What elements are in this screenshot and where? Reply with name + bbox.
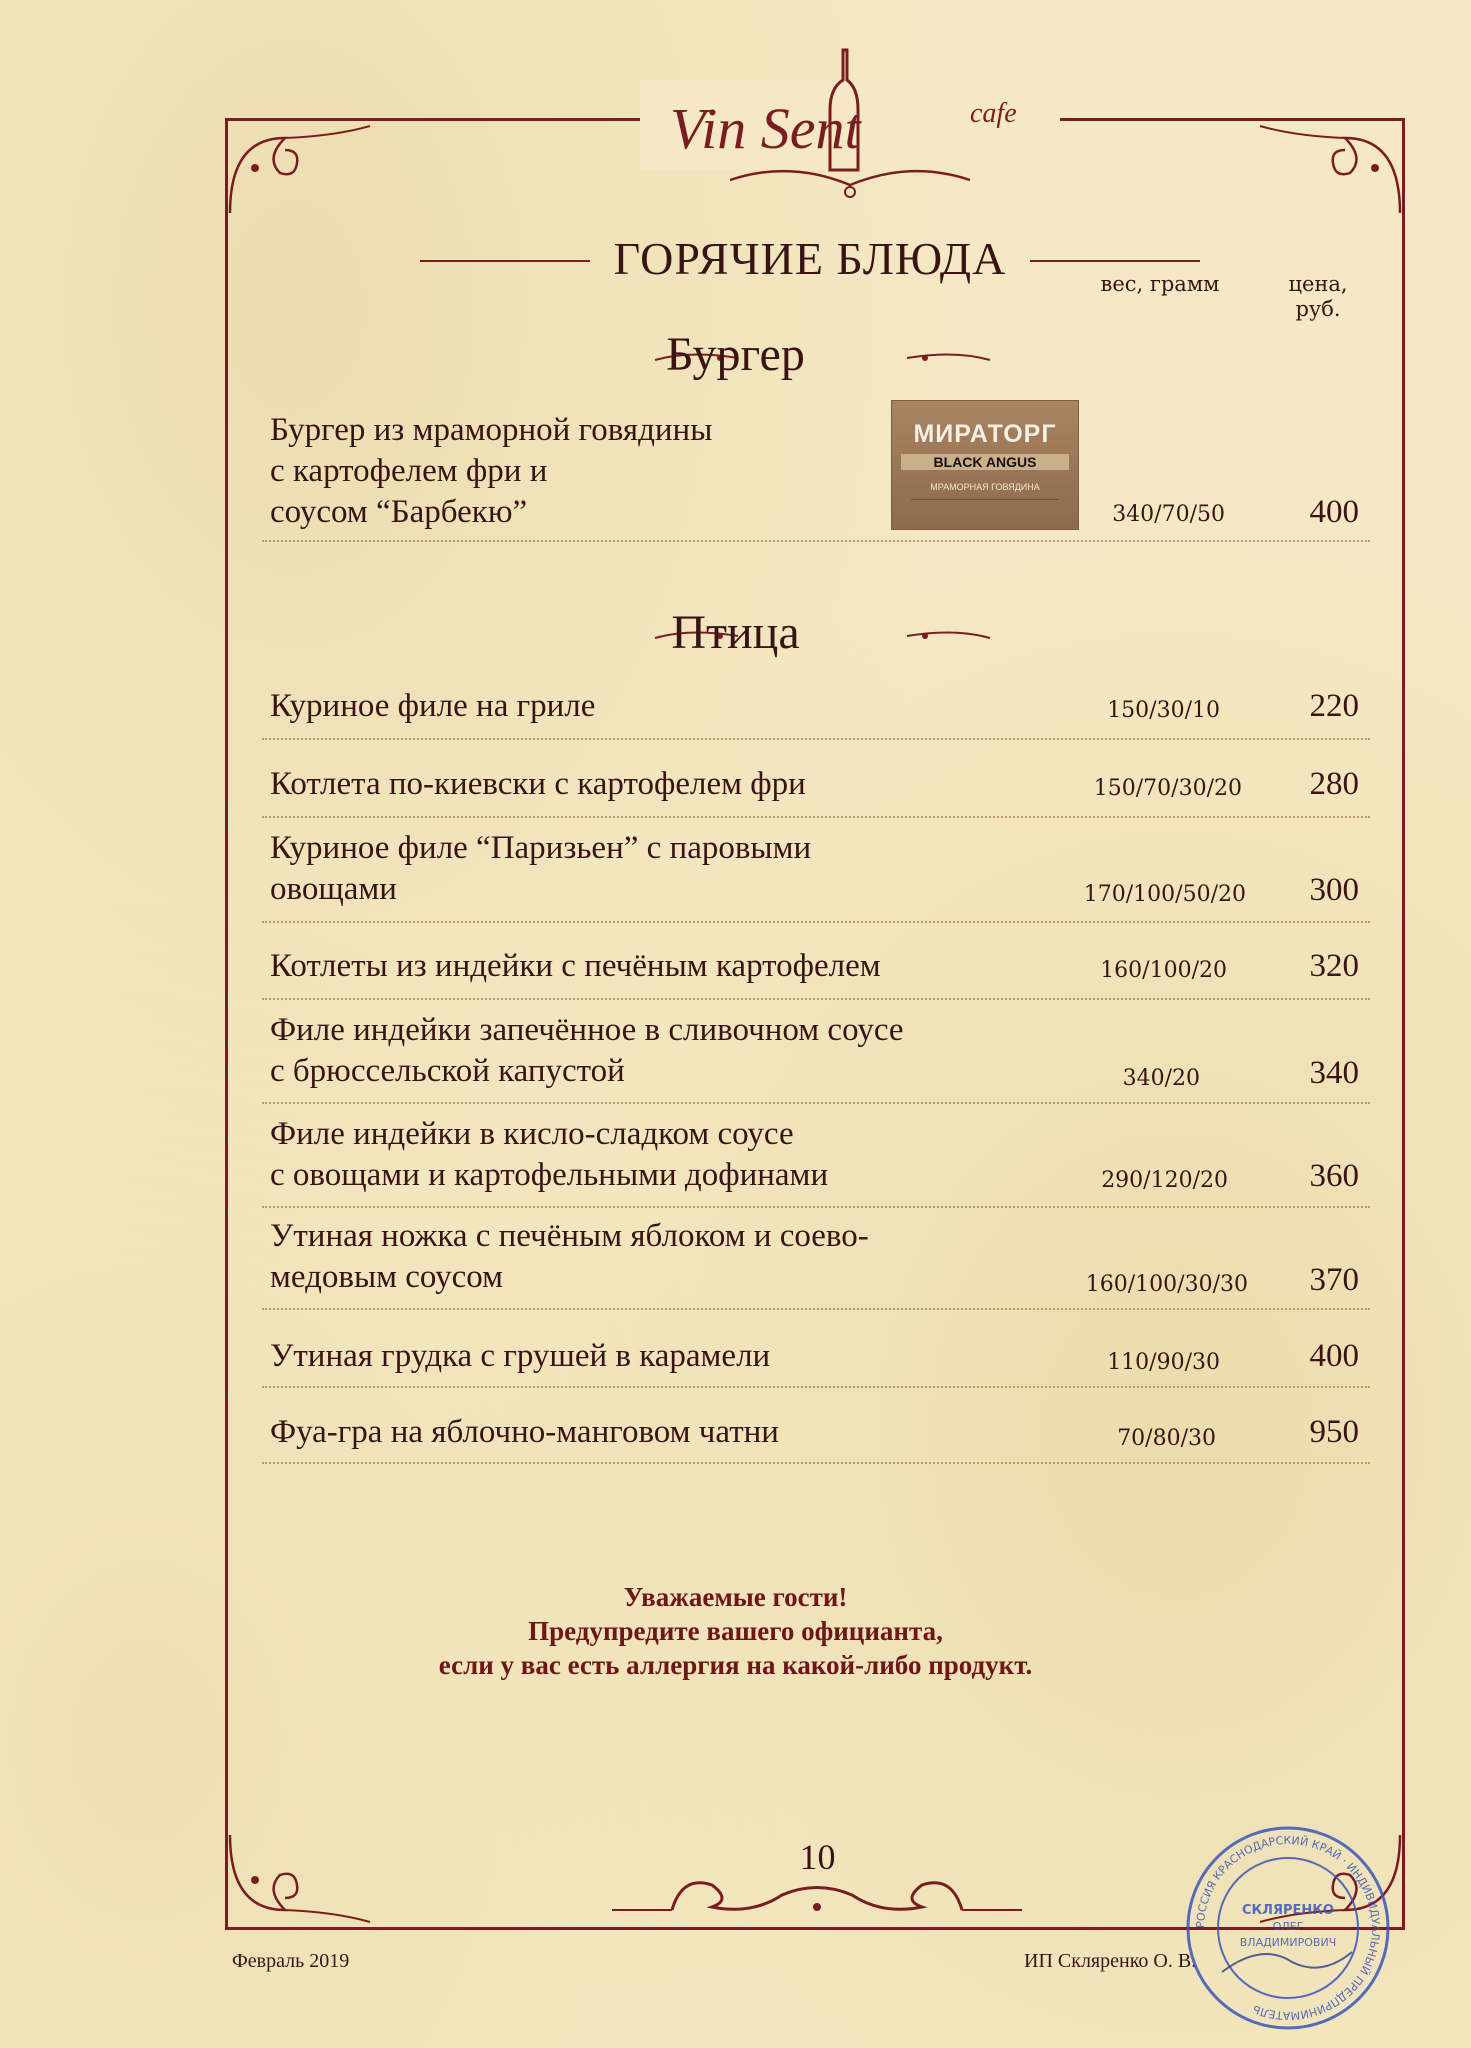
menu-item-price: 400 xyxy=(1309,1338,1359,1374)
allergy-notice xyxy=(0,1580,1471,1682)
svg-text:СКЛЯРЕНКО: СКЛЯРЕНКО xyxy=(1242,1903,1334,1918)
row-divider xyxy=(262,998,1370,1000)
menu-item-name: Фуа-гра на яблочно-манговом чатни xyxy=(270,1414,779,1450)
menu-item-weight: 70/80/30 xyxy=(1117,1426,1216,1451)
menu-item-weight: 150/30/10 xyxy=(1107,698,1220,723)
menu-item-name: Утиная ножка с печёным яблоком и соево- медовым соусом xyxy=(270,1218,869,1295)
menu-item-weight: 110/90/30 xyxy=(1107,1350,1220,1375)
badge-breed: BLACK ANGUS xyxy=(901,454,1069,470)
miratorg-badge xyxy=(891,400,1079,530)
menu-item-price: 340 xyxy=(1309,1055,1359,1091)
menu-item-weight: 150/70/30/20 xyxy=(1093,776,1242,801)
row-divider xyxy=(262,540,1370,542)
page-title: ГОРЯЧИЕ БЛЮДА xyxy=(613,233,1007,284)
menu-item-price: 370 xyxy=(1309,1262,1359,1298)
menu-item-price: 300 xyxy=(1309,872,1359,908)
bottom-left-ornament xyxy=(225,1830,375,1930)
badge-tagline: МРАМОРНАЯ ГОВЯДИНА xyxy=(930,482,1040,492)
bottom-flourish-icon xyxy=(612,1855,1022,1925)
menu-item-name: Котлеты из индейки с печёным картофелем xyxy=(270,948,881,984)
footer-date: Февраль 2019 xyxy=(232,1950,350,1972)
price-column-header: цена, руб. xyxy=(1288,272,1348,321)
menu-item-price: 400 xyxy=(1309,494,1359,530)
weight-column-header: вес, грамм xyxy=(1100,272,1220,296)
menu-item-weight: 340/70/50 xyxy=(1112,502,1225,527)
menu-item-weight: 290/120/20 xyxy=(1101,1168,1228,1193)
svg-text:РОССИЯ КРАСНОДАРСКИЙ КРАЙ · ИН: РОССИЯ КРАСНОДАРСКИЙ КРАЙ · ИНДИВИДУАЛЬНЫЙ ПРЕДПРИНИМАТЕЛЬ xyxy=(1193,1833,1383,2023)
section-title-poultry: Птица xyxy=(671,606,800,659)
notice-line-2: Предупредите вашего официанта, xyxy=(528,1616,943,1646)
svg-text:ВЛАДИМИРОВИЧ: ВЛАДИМИРОВИЧ xyxy=(1239,1936,1337,1949)
official-stamp-icon xyxy=(1182,1822,1394,2034)
notice-line-3: если у вас есть аллергия на какой-либо продукт. xyxy=(438,1650,1033,1680)
menu-item-price: 950 xyxy=(1309,1414,1359,1450)
row-divider xyxy=(262,1386,1370,1388)
row-divider xyxy=(262,816,1370,818)
row-divider xyxy=(262,1462,1370,1464)
section-title-burger: Бургер xyxy=(666,328,805,381)
vin-sent-logo xyxy=(640,40,1060,210)
row-divider xyxy=(262,738,1370,740)
menu-item-name: Филе индейки в кисло-сладком соусе с овощами и картофельными дофинами xyxy=(270,1116,829,1193)
row-divider xyxy=(262,1102,1370,1104)
menu-item-weight: 170/100/50/20 xyxy=(1083,882,1246,907)
row-divider xyxy=(262,921,1370,923)
menu-item-weight: 160/100/20 xyxy=(1100,958,1227,983)
footer-owner: ИП Скляренко О. В. xyxy=(1024,1950,1197,1972)
menu-item-name: Куриное филе “Паризьен” с паровыми овощами xyxy=(270,830,812,907)
row-divider xyxy=(262,1308,1370,1310)
menu-item-price: 360 xyxy=(1309,1158,1359,1194)
row-divider xyxy=(262,1206,1370,1208)
menu-item-weight: 160/100/30/30 xyxy=(1085,1272,1248,1297)
badge-decor xyxy=(911,499,1059,518)
menu-item-name: Котлета по-киевски с картофелем фри xyxy=(270,766,806,802)
menu-item-name: Куриное филе на гриле xyxy=(270,688,596,724)
menu-item-price: 320 xyxy=(1309,948,1359,984)
notice-line-1: Уважаемые гости! xyxy=(623,1582,848,1612)
menu-item-name: Утиная грудка с грушей в карамели xyxy=(270,1338,771,1374)
menu-item-price: 220 xyxy=(1309,688,1359,724)
svg-text:Vin Sent: Vin Sent xyxy=(670,96,861,161)
svg-text:cafe: cafe xyxy=(970,98,1017,129)
top-right-ornament xyxy=(1255,118,1405,218)
svg-text:ОЛЕГ: ОЛЕГ xyxy=(1272,1920,1304,1933)
menu-item-name: Филе индейки запечённое в сливочном соусе с брюссельской капустой xyxy=(270,1012,904,1089)
top-left-ornament xyxy=(225,118,375,218)
menu-item-weight: 340/20 xyxy=(1122,1066,1200,1091)
menu-item-name: Бургер из мраморной говядины с картофелем фри и соусом “Барбекю” xyxy=(270,412,713,530)
menu-item-price: 280 xyxy=(1309,766,1359,802)
badge-brand: МИРАТОРГ xyxy=(913,420,1057,448)
page-number: 10 xyxy=(799,1837,836,1877)
